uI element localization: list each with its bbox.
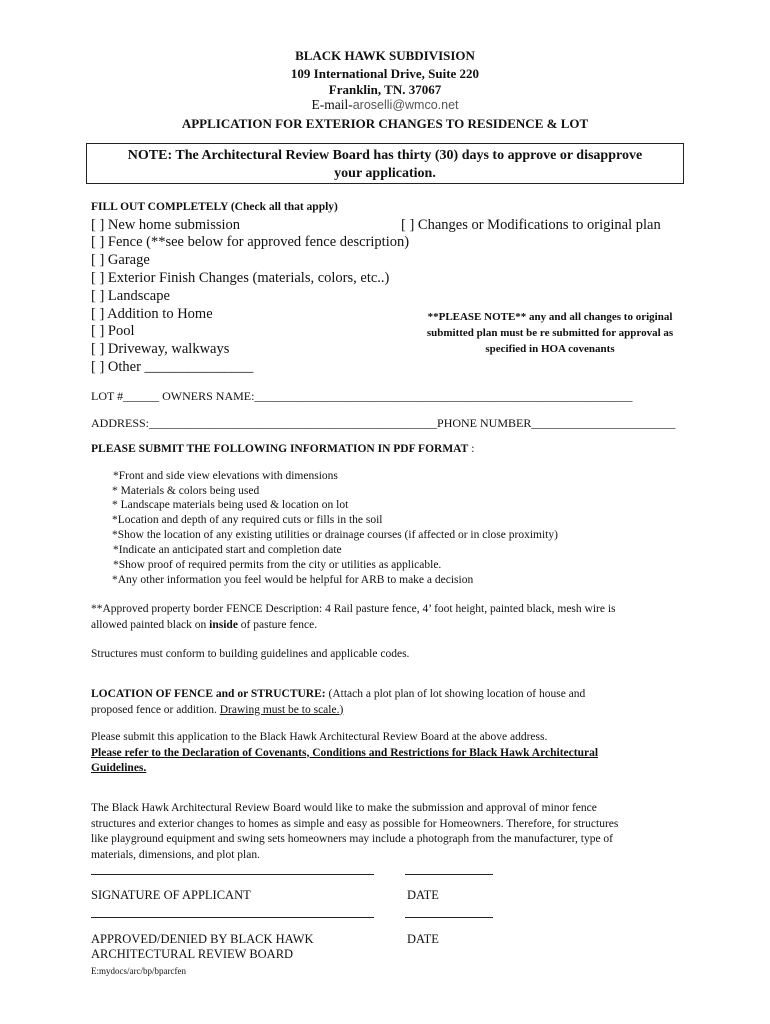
submit-item: *Show proof of required permits from the city or utilities as applicable. bbox=[113, 559, 442, 571]
paragraph-line: structures and exterior changes to homes as simple and easy as possible for Homeowners. Therefore, for structures bbox=[91, 817, 619, 830]
refer-text-1: Please refer to the Declaration of Covenants, Conditions and Restrictions for Black Hawk Architectural bbox=[91, 746, 599, 759]
email-line bbox=[0, 97, 770, 113]
fill-out-heading: FILL OUT COMPLETELY (Check all that apply) bbox=[91, 201, 338, 213]
refer-line-2 bbox=[91, 761, 681, 777]
option-changes[interactable]: [ ] Changes or Modifications to original plan bbox=[401, 217, 661, 233]
submit-heading-line bbox=[91, 443, 474, 455]
subdivision-title: BLACK HAWK SUBDIVISION bbox=[295, 48, 475, 63]
please-note-line-3: specified in HOA covenants bbox=[485, 343, 615, 355]
fence-line-1: **Approved property border FENCE Description: 4 Rail pasture fence, 4’ foot height, painted black, mesh wire is bbox=[91, 603, 616, 615]
location-line-2 bbox=[91, 703, 681, 719]
submit-item: *Indicate an anticipated start and completion date bbox=[113, 544, 342, 556]
option-driveway[interactable]: [ ] Driveway, walkways bbox=[91, 341, 230, 357]
please-note-line-1: **PLEASE NOTE** any and all changes to original bbox=[427, 311, 673, 323]
paragraph-line: The Black Hawk Architectural Review Board would like to make the submission and approval of minor fence bbox=[91, 802, 597, 814]
please-note-line-2: submitted plan must be re submitted for approval as bbox=[426, 327, 674, 339]
note-box bbox=[86, 143, 684, 184]
note-line-2: your application. bbox=[334, 166, 436, 181]
address-line-2: Franklin, TN. 37067 bbox=[328, 82, 442, 97]
approved-label bbox=[91, 932, 314, 962]
signature-line[interactable] bbox=[91, 874, 374, 875]
submit-colon: : bbox=[468, 443, 475, 455]
option-addition[interactable]: [ ] Addition to Home bbox=[91, 306, 213, 322]
approval-date-label: DATE bbox=[407, 932, 439, 946]
note-line-1: NOTE: The Architectural Review Board has thirty (30) days to approve or disapprove bbox=[127, 148, 643, 163]
location-heading: LOCATION OF FENCE and or STRUCTURE: bbox=[91, 688, 326, 700]
paragraph-line: materials, dimensions, and plot plan. bbox=[91, 848, 260, 861]
location-line-2-text: proposed fence or addition. bbox=[91, 703, 220, 716]
option-exterior-finish[interactable]: [ ] Exterior Finish Changes (materials, colors, etc..) bbox=[91, 270, 390, 286]
submit-item: * Landscape materials being used & location on lot bbox=[112, 499, 349, 511]
footer-path: E:mydocs/arc/bp/bparcfen bbox=[91, 966, 186, 976]
submit-item: *Front and side view elevations with dimensions bbox=[113, 470, 338, 482]
date-line[interactable] bbox=[405, 874, 493, 875]
option-new-home[interactable]: [ ] New home submission bbox=[91, 217, 241, 233]
submit-heading: PLEASE SUBMIT THE FOLLOWING INFORMATION IN PDF FORMAT bbox=[91, 443, 469, 455]
submit-app-block bbox=[91, 730, 681, 777]
refer-line-1 bbox=[91, 746, 681, 762]
paragraph-line: like playground equipment and swing sets homeowners may include a photograph from the manufacturer, type of bbox=[91, 833, 614, 845]
refer-text-2: Guidelines. bbox=[91, 762, 147, 774]
fence-description bbox=[91, 602, 681, 633]
option-other[interactable]: [ ] Other _______________ bbox=[91, 359, 254, 375]
submit-app-text: Please submit this application to the Black Hawk Architectural Review Board at the above address. bbox=[91, 731, 548, 743]
approved-label-line-2: ARCHITECTURAL REVIEW BOARD bbox=[91, 947, 294, 961]
approval-signature-line[interactable] bbox=[91, 917, 374, 918]
signature-applicant-label: SIGNATURE OF APPLICANT bbox=[91, 888, 251, 902]
fence-line-2-bold: inside bbox=[209, 618, 238, 631]
scale-note: Drawing must be to scale.) bbox=[219, 703, 344, 716]
date-label: DATE bbox=[407, 888, 439, 902]
option-fence[interactable]: [ ] Fence (**see below for approved fence description) bbox=[91, 234, 410, 250]
location-block bbox=[91, 687, 681, 718]
submit-item: *Show the location of any existing utilities or drainage courses (if affected or in close proximity) bbox=[112, 529, 558, 541]
location-text: (Attach a plot plan of lot showing location of house and bbox=[325, 688, 586, 700]
address-line-1: 109 International Drive, Suite 220 bbox=[290, 66, 480, 81]
option-garage[interactable]: [ ] Garage bbox=[91, 252, 150, 268]
location-line-1 bbox=[91, 687, 681, 703]
fence-line-2-post: of pasture fence. bbox=[237, 618, 318, 631]
fence-line-2 bbox=[91, 618, 681, 634]
email-address[interactable]: aroselli@wmco.net bbox=[352, 98, 459, 112]
submit-item: *Location and depth of any required cuts or fills in the soil bbox=[112, 514, 383, 526]
approved-label-line-1: APPROVED/DENIED BY BLACK HAWK bbox=[91, 932, 314, 946]
address-phone-line[interactable]: ADDRESS:________________________________________________PHONE NUMBER________________________ bbox=[91, 416, 676, 430]
option-landscape[interactable]: [ ] Landscape bbox=[91, 288, 170, 304]
submit-item: *Any other information you feel would be helpful for ARB to make a decision bbox=[112, 574, 474, 586]
lot-owner-line[interactable]: LOT #______ OWNERS NAME:_______________________________________________________________ bbox=[91, 389, 633, 403]
approval-date-line[interactable] bbox=[405, 917, 493, 918]
option-pool[interactable]: [ ] Pool bbox=[91, 323, 135, 339]
form-title: APPLICATION FOR EXTERIOR CHANGES TO RESIDENCE & LOT bbox=[181, 116, 589, 131]
submit-item: * Materials & colors being used bbox=[112, 485, 260, 497]
fence-line-2-pre: allowed painted black on bbox=[91, 618, 210, 631]
email-label: E-mail- bbox=[311, 97, 353, 112]
please-note-block bbox=[395, 309, 705, 357]
info-paragraph bbox=[91, 801, 691, 863]
structures-note: Structures must conform to building guidelines and applicable codes. bbox=[91, 648, 410, 660]
